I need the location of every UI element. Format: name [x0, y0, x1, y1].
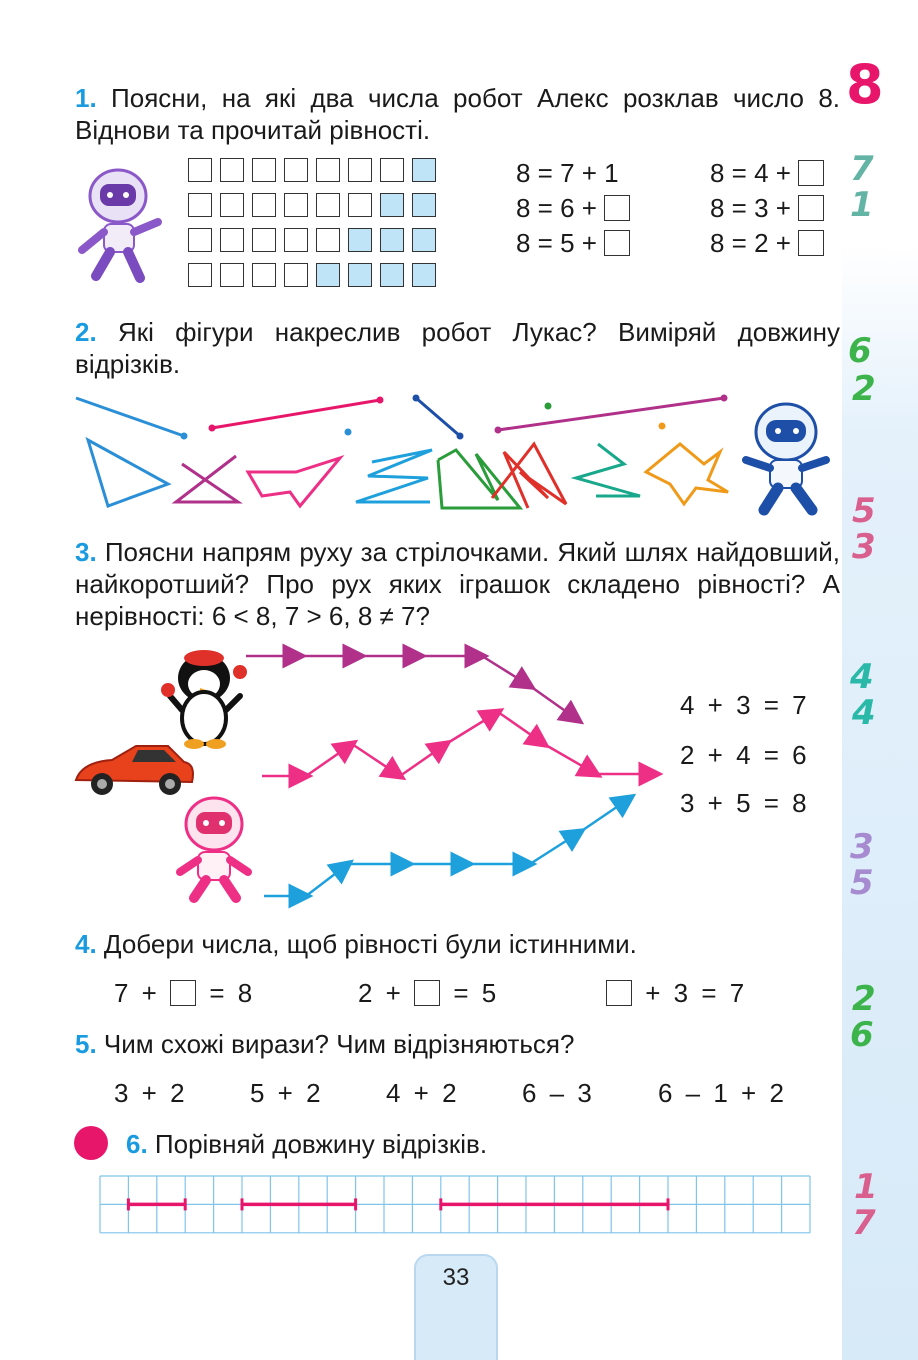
task5-number: 5. [75, 1029, 97, 1059]
answer-box[interactable] [606, 980, 632, 1006]
penguin-toy [161, 650, 247, 749]
task5-instruction: Чим схожі вирази? Чим відрізняються? [103, 1029, 575, 1059]
car-toy [76, 746, 193, 795]
equation: 8 = 7 + 1 [516, 158, 619, 188]
square-cell [284, 193, 308, 217]
equation: 2 + 4 = 6 [680, 740, 807, 770]
square-cell [380, 228, 404, 252]
equation: 2 + = 5 [358, 978, 497, 1008]
equation: 8 = 3 + [710, 193, 824, 223]
expression: 3 + 2 [114, 1078, 185, 1108]
side-number: 5 [850, 863, 874, 903]
answer-box[interactable] [798, 195, 824, 221]
answer-box[interactable] [170, 980, 196, 1006]
equation: 8 = 6 + [516, 193, 630, 223]
task2-number: 2. [75, 317, 97, 347]
side-number: 6 [848, 331, 872, 371]
square-cell [380, 263, 404, 287]
square-cell [284, 228, 308, 252]
square-cell [188, 263, 212, 287]
answer-box[interactable] [798, 230, 824, 256]
task4-text [75, 928, 840, 960]
side-number: 3 [850, 827, 874, 867]
equation: 7 + = 8 [114, 978, 253, 1008]
task4-number: 4. [75, 929, 97, 959]
square-cell [220, 263, 244, 287]
side-number: 1 [854, 1167, 878, 1207]
side-number: 7 [850, 149, 874, 189]
answer-box[interactable] [604, 195, 630, 221]
side-number: 4 [850, 657, 874, 697]
square-cell [220, 228, 244, 252]
figures-drawing [0, 388, 840, 518]
page-number-tab [414, 1254, 498, 1360]
square-cell [412, 193, 436, 217]
task2-instruction: Які фігури накреслив робот Лукас? Виміряй довжину відрізків. [75, 317, 840, 379]
answer-box[interactable] [414, 980, 440, 1006]
task4-instruction: Добери числа, щоб рівності були істинними. [103, 929, 637, 959]
square-cell [284, 263, 308, 287]
side-number: 1 [850, 185, 874, 225]
square-cell [348, 193, 372, 217]
square-cell [316, 158, 340, 182]
side-number: 2 [852, 979, 876, 1019]
task6-number: 6. [126, 1129, 148, 1159]
task3-number: 3. [75, 537, 97, 567]
task6-text [126, 1128, 487, 1160]
equation: 4 + 3 = 7 [680, 690, 807, 720]
square-cell [188, 228, 212, 252]
equation: 8 = 2 + [710, 228, 824, 258]
paths-drawing [0, 640, 680, 910]
pink-robot-toy [180, 798, 248, 898]
square-cell [412, 228, 436, 252]
side-number: 4 [852, 693, 876, 733]
square-cell [220, 193, 244, 217]
square-cell [348, 228, 372, 252]
task3-instruction: Поясни напрям руху за стрілочками. Який шлях найдовший, найкоротший? Про рух яких іграшок складено рівності? А нерівності: 6 < 8, 7 > 6, 8 ≠ 7? [75, 537, 840, 631]
square-cell [252, 193, 276, 217]
task1-instruction: Поясни, на які два числа робот Алекс розклав число 8. Віднови та прочитай рівності. [75, 83, 840, 145]
square-cell [252, 228, 276, 252]
robot-alex-illustration [70, 162, 170, 286]
square-cell [284, 158, 308, 182]
square-cell [412, 263, 436, 287]
square-cell [380, 193, 404, 217]
side-number: 6 [850, 1015, 874, 1055]
equation: + 3 = 7 [606, 978, 744, 1008]
square-cell [380, 158, 404, 182]
task1-number: 1. [75, 83, 97, 113]
side-number: 5 [852, 491, 876, 531]
task6-instruction: Порівняй довжину відрізків. [154, 1129, 488, 1159]
side-number: 7 [852, 1203, 876, 1243]
page-number: 33 [442, 1264, 470, 1291]
expression: 6 – 3 [522, 1078, 592, 1108]
difficulty-dot-icon [74, 1126, 108, 1160]
equation: 8 = 5 + [516, 228, 630, 258]
expression: 6 – 1 + 2 [658, 1078, 784, 1108]
square-cell [348, 263, 372, 287]
side-number-8: 8 [846, 53, 884, 116]
task2-text [75, 316, 840, 380]
equation: 3 + 5 = 8 [680, 788, 807, 818]
segments-grid [100, 1176, 812, 1236]
square-cell [412, 158, 436, 182]
square-cell [252, 158, 276, 182]
task5-text [75, 1028, 840, 1060]
square-cell [316, 193, 340, 217]
square-cell [348, 158, 372, 182]
square-cell [316, 263, 340, 287]
expression: 4 + 2 [386, 1078, 457, 1108]
answer-box[interactable] [604, 230, 630, 256]
square-cell [220, 158, 244, 182]
equation: 8 = 4 + [710, 158, 824, 188]
square-cell [252, 263, 276, 287]
side-number: 3 [852, 527, 876, 567]
square-cell [188, 158, 212, 182]
task1-text [75, 82, 840, 146]
expression: 5 + 2 [250, 1078, 321, 1108]
side-number: 2 [852, 369, 876, 409]
answer-box[interactable] [798, 160, 824, 186]
square-cell [188, 193, 212, 217]
square-cell [316, 228, 340, 252]
task3-text [75, 536, 840, 632]
